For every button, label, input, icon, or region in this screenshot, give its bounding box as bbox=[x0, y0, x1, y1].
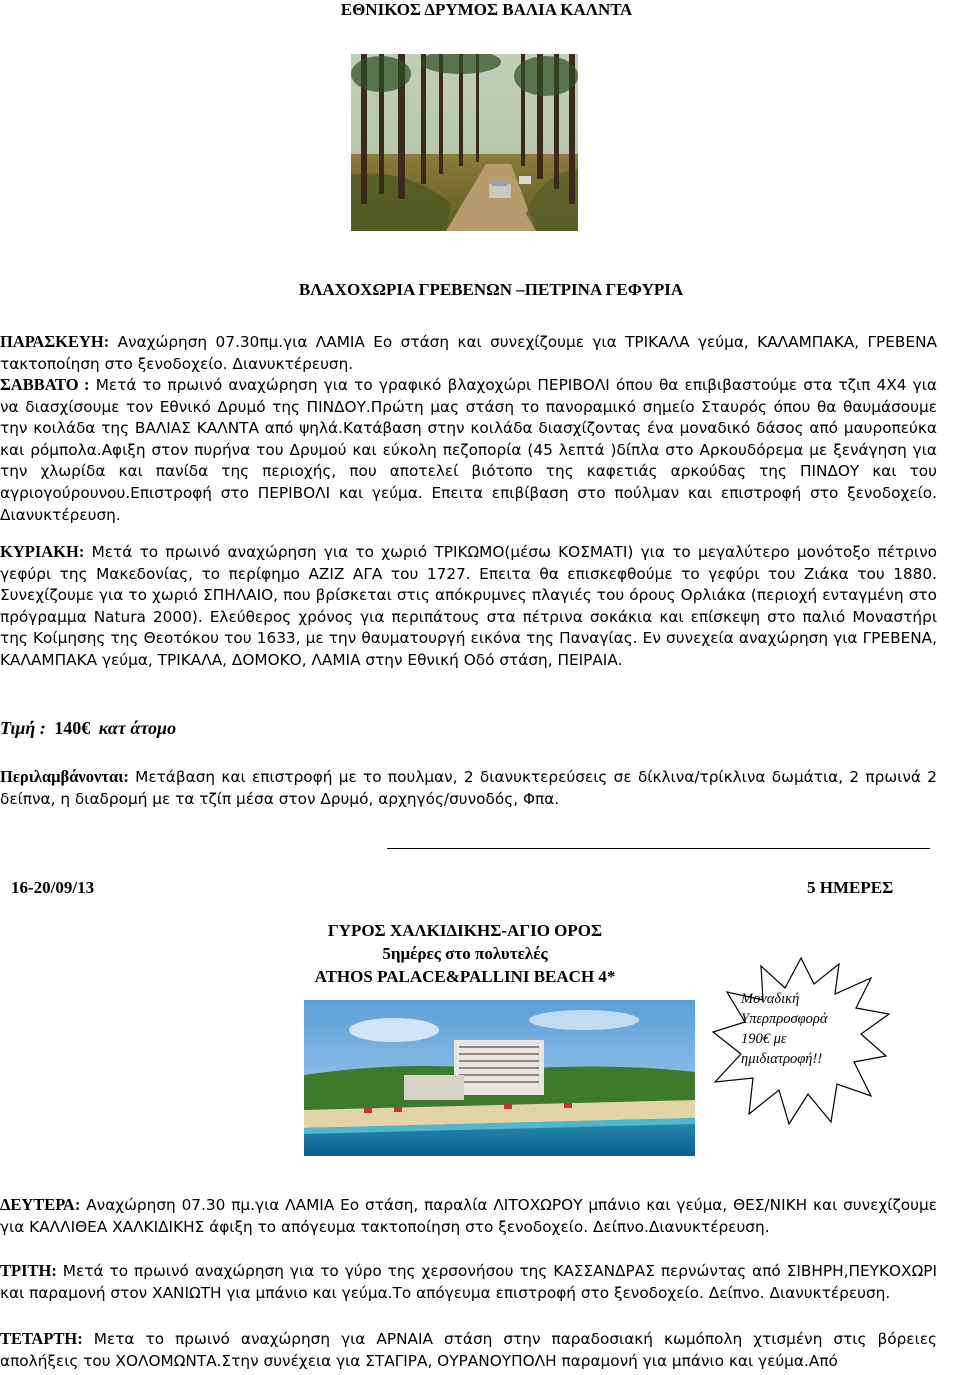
hotel-name: ATHOS PALACE&PALLINI BEACH 4* bbox=[314, 967, 616, 986]
section-title: ΒΛΑΧΟΧΩΡΙΑ ΓΡΕΒΕΝΩΝ –ΠΕΤΡΙΝΑ ΓΕΦΥΡΙΑ bbox=[298, 280, 684, 299]
itinerary-monday bbox=[0, 1194, 937, 1238]
price-line bbox=[0, 718, 176, 739]
offer-line: Υπερπροσφορά bbox=[741, 1011, 828, 1027]
day-label: ΔΕΥΤΕΡΑ: bbox=[0, 1195, 81, 1214]
day-text: Μετά το πρωινό αναχώρηση για το γραφικό βλαχοχώρι ΠΕΡΙΒΟΛΙ όπου θα επιβιβαστούμε στα τζιπ 4Χ4 για να διασχίσουμε τον Εθνικό Δρυμό της ΠΙΝΔΟΥ.Πρώτη μας στάση το πανοραμικό σημείο Σταυρός όπου θα θαυμάσουμε την κοιλάδα της ΒΑΛΙΑΣ ΚΑΛΝΤΑ από ψηλά.Κατάβαση στην κοιλάδα διασχίζοντας ένα μοναδικό δάσος από μαυροπεύκα και ρόμπολα.Αφιξη στον πυρήνα του Δρυμού και εύκολη πεζοπορία (45 λεπτά )δίπλα στο Αρκουδόρεμα με ξενάγηση για την χλωρίδα και πανίδα της περιοχής, που αποτελεί βιότοπο της καφετιάς αρκούδας της ΠΙΝΔΟΥ και του αγριογούρουνου.Επιστροφή στο ΠΕΡΙΒΟΛΙ και γεύμα. Επειτα επιβίβαση στο πούλμαν και επιστροφή στο ξενοδοχείο. Διανυκτέρευση. bbox=[0, 376, 937, 524]
trip-title: ΓΥΡΟΣ ΧΑΛΚΙΔΙΚΗΣ-ΑΓΙΟ ΟΡΟΣ bbox=[327, 921, 603, 940]
day-text: Μετά το πρωινό αναχώρηση για το γύρο της χερσονήσου της ΚΑΣΣΑΝΔΡΑΣ περνώντας από ΣΙΒΗΡΗ,ΠΕΥΚΟΧΩΡΙ και παραμονή στον ΧΑΝΙΩΤΗ για μπάνιο και γεύμα.Το απόγευμα επιστροφή στο ξενοδοχείο. Δείπνο. Διανυκτέρευση. bbox=[0, 1262, 937, 1302]
includes-text: Μετάβαση και επιστροφή με το πουλμαν, 2 διανυκτερεύσεις σε δίκλινα/τρίκλινα δωμάτια, 2 πρωινά 2 δείπνα, η διαδρομή με τα τζίπ μέσα στον Δρυμό, αρχηγός/συνοδός, Φπα. bbox=[0, 768, 937, 808]
day-text: Αναχώρηση 07.30πμ.για ΛΑΜΙΑ Εο στάση και συνεχίζουμε για ΤΡΙΚΑΛΑ γεύμα, ΚΑΛΑΜΠΑΚΑ, ΓΡΕΒΕΝΑ τακτοποίηση στο ξενοδοχείο. Διανυκτέρευση. bbox=[0, 333, 937, 373]
itinerary-wednesday bbox=[0, 1328, 937, 1372]
forest-road-photo bbox=[351, 54, 578, 231]
hotel-beach-photo bbox=[304, 1000, 695, 1156]
itinerary-sunday bbox=[0, 541, 937, 672]
itinerary-friday bbox=[0, 331, 937, 375]
price-unit: κατ άτομο bbox=[98, 718, 177, 738]
price-value: 140€ bbox=[54, 718, 91, 738]
trip-duration: 5 ΗΜΕΡΕΣ bbox=[807, 878, 894, 897]
day-text: Μετά το πρωινό αναχώρηση για το χωριό ΤΡΙΚΩΜΟ(μέσω ΚΟΣΜΑΤΙ) για το μεγαλύτερο μονότοξο πέτρινο γεφύρι της Μακεδονίας, το περίφημο ΑΖΙΖ ΑΓΑ του 1727. Επειτα θα επισκεφθούμε το γεφύρι του Ζιάκα του 1880. Συνεχίζουμε για το χωριό ΣΠΗΛΑΙΟ, που βρίσκεται στις απόκρυμνες πλαγιές του όρους Ορλιάκα (περιοχή ενταγμένη στο πρόγραμμα Natura 2000). Ελεύθερος χρόνος για περιπάτους στα πέτρινα σοκάκια και επίσκεψη στο παλιό Μοναστήρι της Κοίμησης της Θεοτόκου του 1633, με την θαυματουργή εικόνα της Παναγίας. Εν συνεχεία αναχώρηση για ΓΡΕΒΕΝΑ, ΚΑΛΑΜΠΑΚΑ γεύμα, ΤΡΙΚΑΛΑ, ΔΟΜΟΚΟ, ΛΑΜΙΑ στην Εθνική Οδό στάση, ΠΕΙΡΑΙΑ. bbox=[0, 543, 937, 669]
day-text: Μετα το πρωινό αναχώρηση για ΑΡΝΑΙΑ στάση στην παραδοσιακή κωμόπολη χτισμένη στις βόρειες απολήξεις του ΧΟΛΟΜΩΝΤΑ.Στην συνέχεια για ΣΤΑΓΙΡΑ, ΟΥΡΑΝΟΥΠΟΛΗ παραμονή για μπάνιο και γεύμα.Από bbox=[0, 1330, 937, 1370]
trip-dates: 16-20/09/13 bbox=[11, 878, 95, 897]
includes-label: Περιλαμβάνονται: bbox=[0, 767, 129, 786]
day-label: ΤΕΤΑΡΤΗ: bbox=[0, 1329, 83, 1348]
trip-subtitle: 5ημέρες στο πολυτελές bbox=[382, 944, 548, 963]
day-text: Αναχώρηση 07.30 πμ.για ΛΑΜΙΑ Εο στάση, παραλία ΛΙΤΟΧΩΡΟΥ μπάνιο και γεύμα, ΘΕΣ/ΝΙΚΗ και συνεχίζουμε για ΚΑΛΛΙΘΕΑ ΧΑΛΚΙΔΙΚΗΣ άφιξη το απόγευμα τακτοποίηση στο ξενοδοχείο. Δείπνο.Διανυκτέρευση. bbox=[0, 1196, 937, 1236]
day-label: ΤΡΙΤΗ: bbox=[0, 1261, 57, 1280]
itinerary-saturday bbox=[0, 374, 937, 526]
day-label: ΚΥΡΙΑΚΗ: bbox=[0, 542, 85, 561]
itinerary-tuesday bbox=[0, 1260, 937, 1304]
offer-burst bbox=[711, 956, 891, 1126]
page-title: ΕΘΝΙΚΟΣ ΔΡΥΜΟΣ ΒΑΛΙΑ ΚΑΛΝΤΑ bbox=[340, 0, 633, 19]
offer-line: 190€ με bbox=[741, 1031, 787, 1047]
offer-line: Μοναδική bbox=[741, 991, 800, 1007]
day-label: ΣΑΒΒΑΤΟ : bbox=[0, 375, 90, 394]
day-label: ΠΑΡΑΣΚΕΥΗ: bbox=[0, 332, 110, 351]
price-label: Τιμή : bbox=[0, 718, 46, 738]
divider bbox=[387, 848, 930, 849]
offer-line: ημιδιατροφή!! bbox=[741, 1051, 823, 1067]
includes-paragraph bbox=[0, 766, 937, 810]
